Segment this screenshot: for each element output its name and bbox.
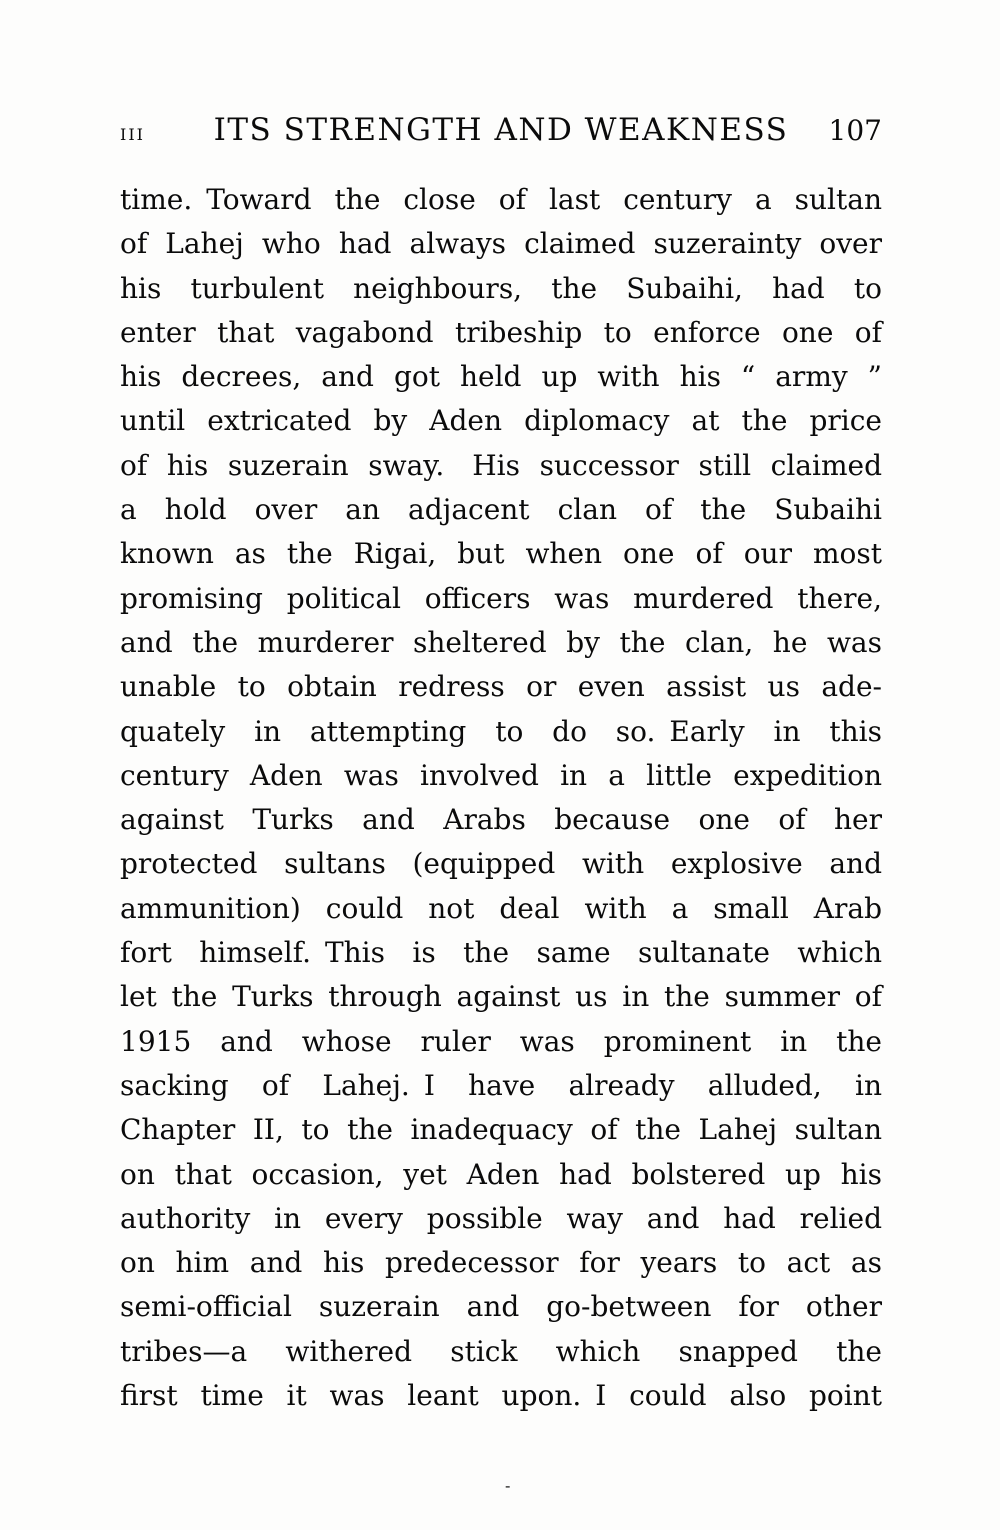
running-title: ITS STRENGTH AND WEAKNESS	[213, 112, 789, 148]
text-line: semi-official suzerain and go-between for other	[120, 1290, 882, 1324]
text-line: of his suzerain sway. His successor still claimed	[120, 448, 882, 482]
printers-mark: -	[505, 1476, 511, 1495]
text-line: promising political officers was murdered there,	[120, 581, 882, 615]
text-line: 1915 and whose ruler was prominent in the	[120, 1024, 882, 1058]
running-head	[120, 112, 882, 148]
text-line: quately in attempting to do so. Early in this	[120, 714, 882, 748]
text-line: until extricated by Aden diplomacy at the price	[120, 404, 882, 438]
text-line: a hold over an adjacent clan of the Subaihi	[120, 493, 882, 527]
text-line: and the murderer sheltered by the clan, he was	[120, 625, 882, 659]
text-line: against Turks and Arabs because one of her	[120, 803, 882, 837]
text-line: tribes—a withered stick which snapped the	[120, 1334, 882, 1368]
text-line: Chapter II, to the inadequacy of the Lahej sultan	[120, 1113, 882, 1147]
text-line: on him and his predecessor for years to act as	[120, 1246, 882, 1280]
text-line: authority in every possible way and had relied	[120, 1201, 882, 1235]
text-line: of Lahej who had always claimed suzerainty over	[120, 227, 882, 261]
chapter-numeral: iii	[120, 120, 145, 146]
text-line: on that occasion, yet Aden had bolstered up his	[120, 1157, 882, 1191]
text-line: protected sultans (equipped with explosive and	[120, 847, 882, 881]
text-line: his decrees, and got held up with his “ army ”	[120, 360, 882, 394]
text-line: unable to obtain redress or even assist us ade-	[120, 670, 882, 704]
text-line: ammunition) could not deal with a small Arab	[120, 891, 882, 925]
text-line: let the Turks through against us in the summer of	[120, 980, 882, 1014]
text-line: first time it was leant upon. I could also point	[120, 1379, 882, 1413]
text-line: sacking of Lahej. I have already alluded, in	[120, 1068, 882, 1102]
text-line: his turbulent neighbours, the Subaihi, had to	[120, 271, 882, 305]
text-line: time. Toward the close of last century a sultan	[120, 183, 882, 216]
text-line: century Aden was involved in a little expedition	[120, 758, 882, 792]
text-line: fort himself. This is the same sultanate which	[120, 936, 882, 970]
text-line: known as the Rigai, but when one of our most	[120, 537, 882, 571]
text-line: enter that vagabond tribeship to enforce one of	[120, 315, 882, 349]
body-text	[120, 178, 882, 1418]
page-number: 107	[828, 114, 882, 147]
